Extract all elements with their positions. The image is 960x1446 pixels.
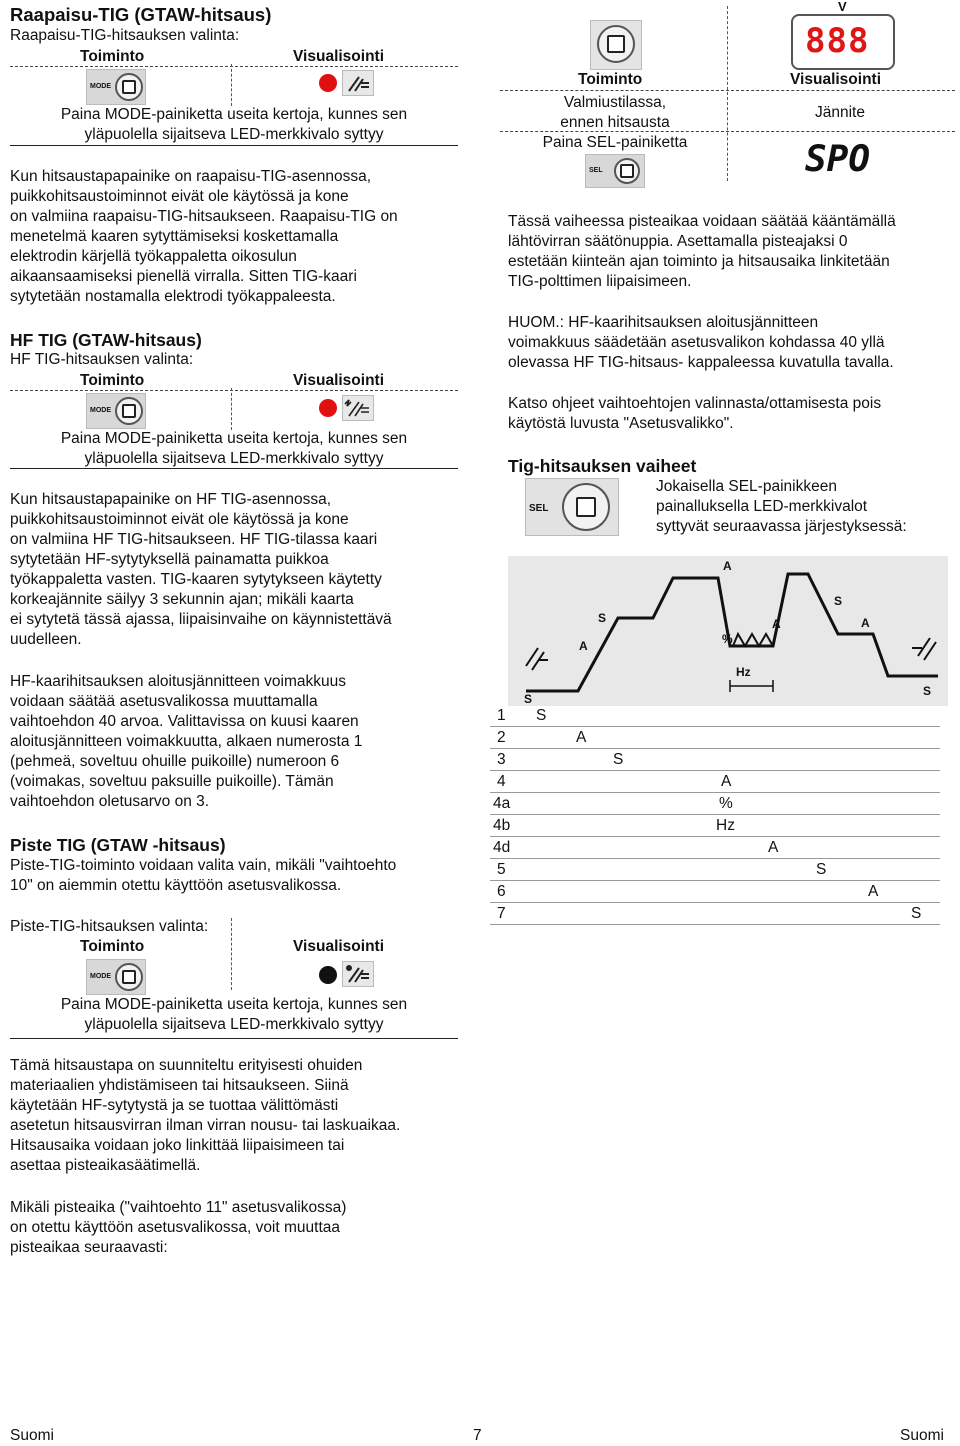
section2-body2: HF-kaarihitsauksen aloitusjännitteen voimakkuus voidaan säätää asetusvalikossa muuttamalla vaihtoehdon 40 arvoa. Valittavissa on kuusi kaaren aloitusjännitteen voimakkuutta, alkaen numerosta 1 (pehmeä, soveltuu ohuille puikoille) numeroon 6 (voimakas, soveltuu paksuille puikoille). Tämän vaihtoehdon oletusarvo on 3. bbox=[10, 673, 363, 810]
section1-subtitle: Raapaisu-TIG-hitsauksen valinta: bbox=[10, 27, 240, 44]
table-row: 1 S bbox=[490, 705, 940, 727]
welding-phases-diagram bbox=[508, 556, 948, 706]
section3-col-action: Toiminto bbox=[80, 938, 145, 955]
right-para2: HUOM.: HF-kaarihitsauksen aloitusjännitteen voimakkuus säädetään asetusvalikon kohdassa 40 yllä olevassa HF TIG-hitsaus- kappaleessa kuvatulla tavalla. bbox=[508, 314, 894, 371]
section2-col-visual: Visualisointi bbox=[293, 372, 385, 389]
section3-subtitle: Piste-TIG-hitsauksen valinta: bbox=[10, 918, 209, 935]
diagram-label: A bbox=[579, 639, 588, 653]
right-action-text: Valmiustilassa, ennen hitsausta Paina SEL-painiketta bbox=[542, 94, 688, 151]
section3-instruction: Paina MODE-painiketta useita kertoja, kunnes sen yläpuolella sijaitseva LED-merkkivalo syttyy bbox=[60, 996, 408, 1033]
table-row: 4d A bbox=[490, 837, 940, 859]
lift-tig-torch-icon bbox=[342, 70, 374, 96]
right-para1: Tässä vaiheessa pisteaikaa voidaan säätää kääntämällä lähtövirran säätönuppia. Asettamalla pisteajaksi 0 estetään kiinteän ajan toiminto ja hitsausaika linkitetään TIG-polttimen liipaisimeen. bbox=[508, 213, 896, 290]
led-indicator-icon bbox=[319, 399, 337, 417]
section3-body: Tämä hitsaustapa on suunniteltu erityisesti ohuiden materiaalien yhdistämiseen tai hitsaukseen. Siinä käytetään HF-sytytystä ja se tuottaa välittömästi asetetun hitsausvirran ilman virran nousu- tai laskuaikaa. Hitsausaika voidaan joko linkittää liipaisimeen tai asettaa pisteaikasäätimellä. bbox=[10, 1057, 401, 1174]
right-col-visual: Visualisointi bbox=[790, 71, 882, 88]
led-indicator-icon bbox=[319, 74, 337, 92]
right-para3: Katso ohjeet vaihtoehtojen valinnasta/ottamisesta pois käytöstä luvusta "Asetusvalikko". bbox=[508, 395, 882, 432]
diagram-label: S bbox=[923, 684, 932, 698]
section1-body: Kun hitsaustapapainike on raapaisu-TIG-asennossa, puikkohitsaustoiminnot eivät ole käytössä ja kone on valmiina raapaisu-TIG-hitsaukseen. Raapaisu-TIG on menetelmä kaaren sytyttämiseksi koskettamalla elektrodin kärjellä työkappaletta oikosulun aikaansaamiseksi pienellä virralla. Sitten TIG-kaari sytytetään nostamalla elektrodi työkappaleesta. bbox=[10, 168, 398, 305]
sel-button-icon: SEL bbox=[585, 154, 645, 188]
phases-text: Jokaisella SEL-painikkeen painalluksella LED-merkkivalot syttyvät seuraavassa järjestyksessä: bbox=[656, 478, 907, 535]
table-row: 4b Hz bbox=[490, 815, 940, 837]
section2-col-action: Toiminto bbox=[80, 372, 145, 389]
section3-col-visual: Visualisointi bbox=[293, 938, 385, 955]
section2-subtitle: HF TIG-hitsauksen valinta: bbox=[10, 351, 194, 368]
spo-display-icon: SPO bbox=[805, 139, 871, 180]
mode-button-icon: MODE bbox=[86, 69, 146, 105]
sel-button-icon bbox=[590, 20, 642, 70]
section2-body: Kun hitsaustapapainike on HF TIG-asennossa, puikkohitsaustoiminnot eivät ole käytössä ja kone on valmiina HF TIG-hitsaukseen. HF TIG-tilassa kaari sytytetään HF-sytytyksellä painamatta puikkoa työkappaletta vasten. TIG-kaaren sytytykseen käytetty korkeajännite säilyy 3 sekunnin ajan; mikäli kaarta ei sytytetä tässä ajassa, liipaisinvaihe on käynnistettävä uudelleen. bbox=[10, 491, 392, 648]
volt-unit-label: V bbox=[838, 0, 847, 14]
diagram-label: A bbox=[861, 616, 870, 630]
mode-button-icon: MODE bbox=[86, 393, 146, 429]
table-row: 4a % bbox=[490, 793, 940, 815]
section1-instruction: Paina MODE-painiketta useita kertoja, kunnes sen yläpuolella sijaitseva LED-merkkivalo syttyy bbox=[60, 106, 408, 143]
right-col-action: Toiminto bbox=[578, 71, 643, 88]
table-row: 3 S bbox=[490, 749, 940, 771]
phase-table bbox=[490, 705, 940, 925]
sel-button-icon: SEL bbox=[525, 478, 619, 536]
diagram-label: % bbox=[722, 632, 733, 646]
section3-body2: Mikäli pisteaika ("vaihtoehto 11" asetusvalikossa) on otettu käyttöön asetusvalikossa, voit muuttaa pisteaikaa seuraavasti: bbox=[10, 1199, 347, 1256]
diagram-label: A bbox=[723, 559, 732, 573]
table-row: 4 A bbox=[490, 771, 940, 793]
section3-intro: Piste-TIG-toiminto voidaan valita vain, mikäli "vaihtoehto 10" on aiemmin otettu käyttöön asetusvalikossa. bbox=[10, 857, 397, 894]
diagram-label: S bbox=[834, 594, 843, 608]
diagram-label: S bbox=[524, 692, 533, 706]
phases-title: Tig-hitsauksen vaiheet bbox=[508, 456, 697, 476]
page-number: 7 bbox=[473, 1427, 482, 1444]
diagram-label: A bbox=[772, 617, 781, 631]
spot-tig-torch-icon bbox=[342, 961, 374, 987]
hf-tig-torch-icon bbox=[342, 395, 374, 421]
voltage-display-icon: 888 bbox=[791, 14, 895, 70]
section2-title: HF TIG (GTAW-hitsaus) bbox=[10, 330, 202, 350]
table-row: 2 A bbox=[490, 727, 940, 749]
diagram-label: S bbox=[598, 611, 607, 625]
voltage-label: Jännite bbox=[815, 104, 865, 121]
led-indicator-icon bbox=[319, 966, 337, 984]
section1-col-visual: Visualisointi bbox=[293, 48, 385, 65]
diagram-label: Hz bbox=[736, 665, 751, 679]
section1-title: Raapaisu-TIG (GTAW-hitsaus) bbox=[10, 4, 272, 25]
footer-language-right: Suomi bbox=[900, 1427, 944, 1444]
table-row: 7 S bbox=[490, 903, 940, 925]
section3-title: Piste TIG (GTAW -hitsaus) bbox=[10, 835, 226, 855]
mode-button-icon: MODE bbox=[86, 959, 146, 995]
table-row: 5 S bbox=[490, 859, 940, 881]
section1-col-action: Toiminto bbox=[80, 48, 145, 65]
table-row: 6 A bbox=[490, 881, 940, 903]
footer-language-left: Suomi bbox=[10, 1427, 54, 1444]
section2-instruction: Paina MODE-painiketta useita kertoja, kunnes sen yläpuolella sijaitseva LED-merkkivalo syttyy bbox=[60, 430, 408, 467]
